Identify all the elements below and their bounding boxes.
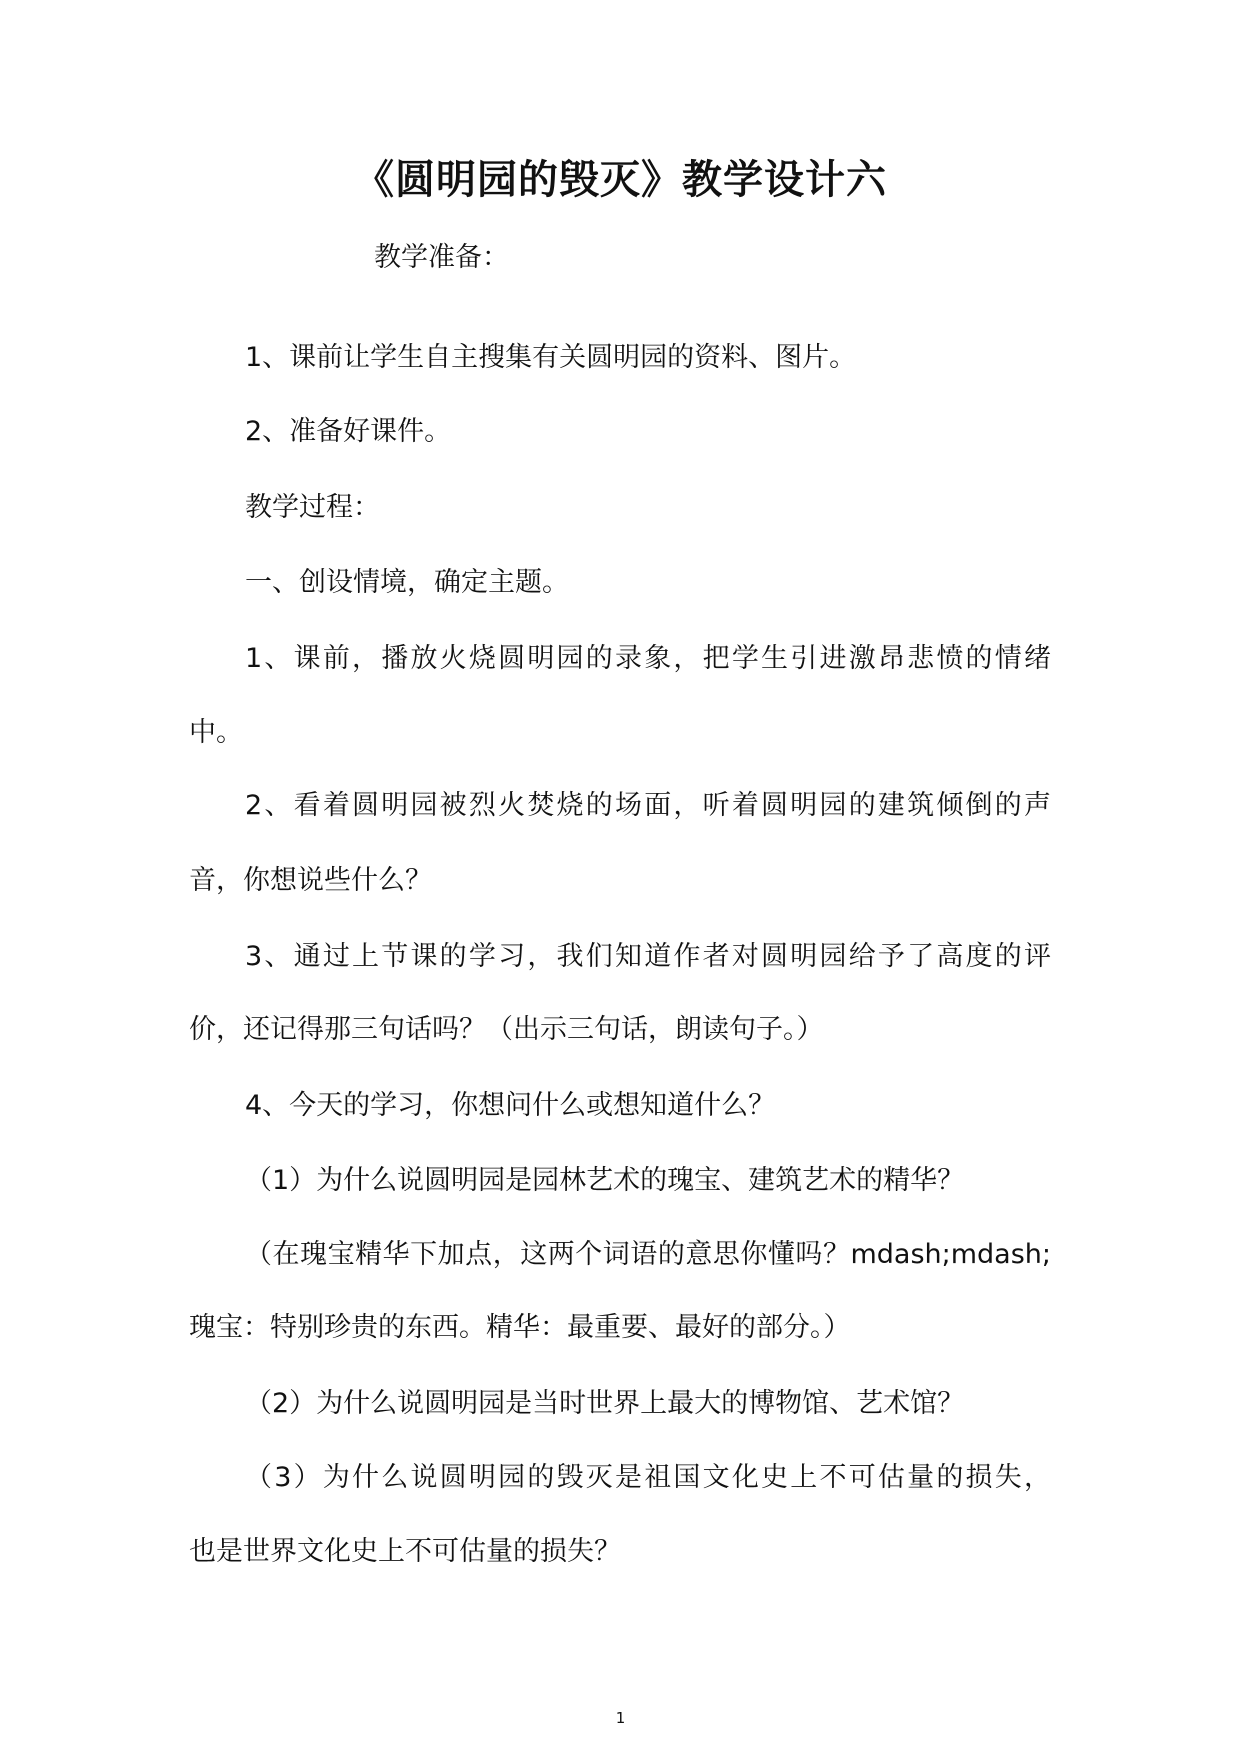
text-line-teaching-process: 教学过程： <box>245 492 380 523</box>
text-line-step-2-cont: 音，你想说些什么？ <box>189 865 432 896</box>
text-line-question-1-note: （在瑰宝精华下加点，这两个词语的意思你懂吗？mdash;mdash; <box>245 1239 1051 1270</box>
text-line-step-3-cont: 价，还记得那三句话吗？（出示三句话，朗读句子。） <box>189 1014 824 1045</box>
page-number: 1 <box>615 1709 626 1727</box>
text-line-step-4: 4、今天的学习，你想问什么或想知道什么？ <box>245 1090 776 1121</box>
text-line-step-1-cont: 中。 <box>189 717 243 748</box>
text-line-prep-2: 2、准备好课件。 <box>245 416 452 447</box>
document-title: 《圆明园的毁灭》教学设计六 <box>354 156 887 203</box>
text-line-question-3: （3）为什么说圆明园的毁灭是祖国文化史上不可估量的损失， <box>245 1462 1051 1493</box>
text-line-teaching-prep: 教学准备： <box>374 242 509 273</box>
text-line-question-1-note-cont: 瑰宝：特别珍贵的东西。精华：最重要、最好的部分。） <box>189 1312 851 1343</box>
text-line-question-1: （1）为什么说圆明园是园林艺术的瑰宝、建筑艺术的精华？ <box>245 1165 965 1196</box>
text-line-prep-1: 1、课前让学生自主搜集有关圆明园的资料、图片。 <box>245 342 857 373</box>
text-line-step-1: 1、课前，播放火烧圆明园的录象，把学生引进激昂悲愤的情绪 <box>245 643 1051 674</box>
text-line-step-3: 3、通过上节课的学习，我们知道作者对圆明园给予了高度的评 <box>245 941 1051 972</box>
text-line-question-3-cont: 也是世界文化史上不可估量的损失？ <box>189 1536 621 1567</box>
text-line-question-2: （2）为什么说圆明园是当时世界上最大的博物馆、艺术馆？ <box>245 1388 965 1419</box>
text-line-section-one: 一、创设情境，确定主题。 <box>245 567 569 598</box>
text-line-step-2: 2、看着圆明园被烈火焚烧的场面，听着圆明园的建筑倾倒的声 <box>245 790 1051 821</box>
